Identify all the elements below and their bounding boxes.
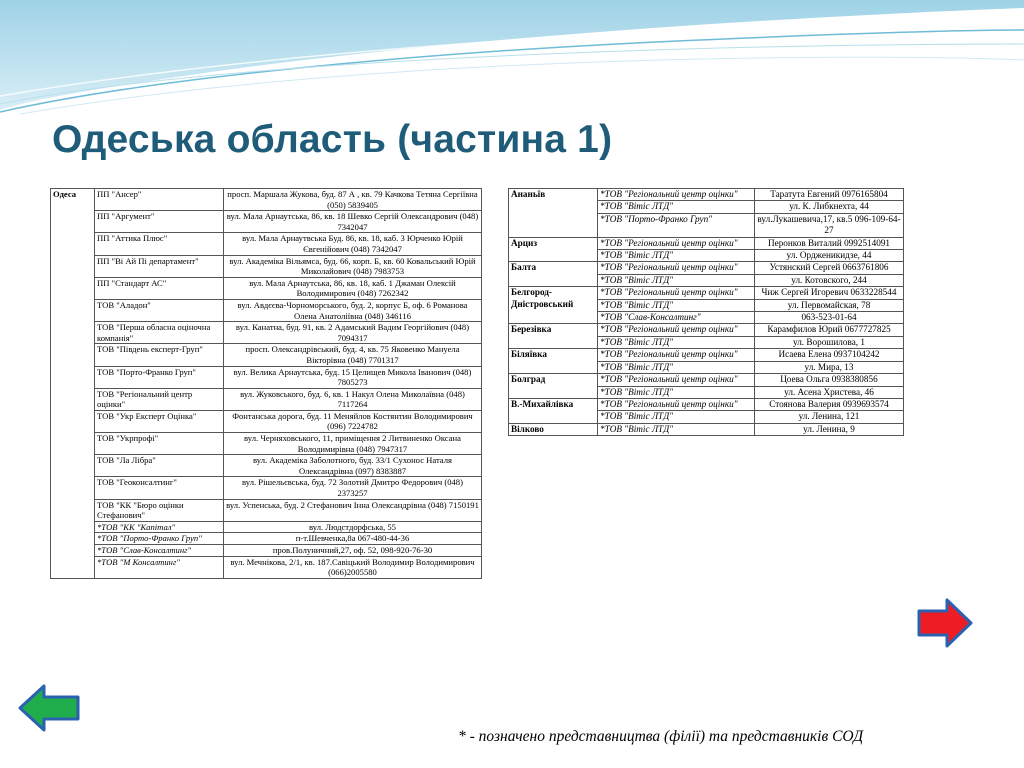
- company-cell: *ТОВ "Вітіс ЛТД": [598, 411, 755, 423]
- next-arrow-icon[interactable]: [917, 597, 973, 649]
- details-cell: просп. Маршала Жукова, буд. 87 А , кв. 79 Качкова Тетяна Сергіївна (050) 5839405: [224, 189, 482, 211]
- header-wave-decoration: [0, 0, 1024, 115]
- details-cell: вул. Академіка Заболотного, буд. 33/1 Сухонос Наталя Олександрівна (097) 8383887: [224, 455, 482, 477]
- table-row: [51, 477, 482, 499]
- company-cell: *ТОВ "Вітіс ЛТД": [598, 361, 755, 373]
- company-cell: *ТОВ "Регіональний центр оцінки": [598, 349, 755, 361]
- company-cell: ТОВ "Укр Експерт Оцінка": [95, 410, 224, 432]
- slide-title: Одеська область (частина 1): [52, 118, 613, 161]
- table-row: [51, 299, 482, 321]
- table-row: [509, 237, 904, 249]
- details-cell: ул. Ордженикидзе, 44: [755, 250, 904, 262]
- company-cell: *ТОВ "Слав-Консалтинг": [95, 545, 224, 557]
- details-cell: 063-523-01-64: [755, 312, 904, 324]
- company-cell: *ТОВ "Вітіс ЛТД": [598, 336, 755, 348]
- details-cell: Чиж Сергей Игоревич 0633228544: [755, 287, 904, 299]
- company-cell: *ТОВ "Порто-Франко Груп": [95, 533, 224, 545]
- region-cell: Ананьїв: [509, 189, 598, 238]
- company-cell: *ТОВ "КК "Капітал": [95, 521, 224, 533]
- table-row: [51, 211, 482, 233]
- region-cell: Березівка: [509, 324, 598, 349]
- company-cell: ТОВ "Геоконсалтинг": [95, 477, 224, 499]
- company-cell: ТОВ "Порто-Франко Груп": [95, 366, 224, 388]
- details-cell: Устянский Сергей 0663761806: [755, 262, 904, 274]
- company-cell: *ТОВ "Регіональний центр оцінки": [598, 398, 755, 410]
- details-cell: вул. Мала Арнаутська, 86, кв. 18, каб. 1 Джаман Олексій Володимирович (048) 7262342: [224, 277, 482, 299]
- table-row: [509, 398, 904, 410]
- table-row: [51, 233, 482, 255]
- details-cell: просп. Олександрівський, буд. 4, кв. 75 Яковенко Мануела Вікторівна (048) 7701317: [224, 344, 482, 366]
- details-cell: Фонтанська дорога, буд. 11 Меняйлов Костянтин Володимирович (096) 7224782: [224, 410, 482, 432]
- company-cell: ТОВ "Укрпрофі": [95, 433, 224, 455]
- table-row: [509, 423, 904, 435]
- company-cell: ТОВ "Аладон": [95, 299, 224, 321]
- company-cell: *ТОВ "Вітіс ЛТД": [598, 423, 755, 435]
- table-row: [51, 499, 482, 521]
- table-row: [509, 374, 904, 386]
- company-cell: *ТОВ "Регіональний центр оцінки": [598, 287, 755, 299]
- company-cell: *ТОВ "Вітіс ЛТД": [598, 250, 755, 262]
- company-cell: *ТОВ "Регіональний центр оцінки": [598, 374, 755, 386]
- table-row: [509, 189, 904, 201]
- details-cell: пров.Полуничний,27, оф. 52, 098-920-76-30: [224, 545, 482, 557]
- details-cell: вул. Академіка Вільямса, буд. 66, корп. Б, кв. 60 Ковальський Юрій Миколайович (048) 7983753: [224, 255, 482, 277]
- details-cell: вул.Лукашевича,17, кв.5 096-109-64-27: [755, 213, 904, 237]
- details-cell: ул. Ленина, 9: [755, 423, 904, 435]
- region-cell: Біляївка: [509, 349, 598, 374]
- details-cell: ул. Первомайская, 78: [755, 299, 904, 311]
- company-cell: ТОВ "Південь експерт-Груп": [95, 344, 224, 366]
- details-cell: ул. Котовского, 244: [755, 274, 904, 286]
- company-cell: *ТОВ "Регіональний центр оцінки": [598, 189, 755, 201]
- footnote: * - позначено представництва (філії) та представників СОД: [458, 728, 864, 745]
- details-cell: ул. К. Либкнехта, 44: [755, 201, 904, 213]
- details-cell: вул. Успенська, буд. 2 Стефанович Інна Олександрівна (048) 7150191: [224, 499, 482, 521]
- company-cell: *ТОВ "Вітіс ЛТД": [598, 201, 755, 213]
- table-row: [51, 556, 482, 578]
- company-cell: ТОВ "Регіональний центр оцінки": [95, 388, 224, 410]
- details-cell: Таратута Евгений 0976165804: [755, 189, 904, 201]
- details-cell: вул. Авдєєва-Чорноморського, буд. 2, корпус Б, оф. 6 Романова Олена Анатоліївна (048) 346116: [224, 299, 482, 321]
- details-cell: п-т.Шевченка,8а 067-480-44-36: [224, 533, 482, 545]
- table-row: [509, 349, 904, 361]
- company-cell: ПП "Ансер": [95, 189, 224, 211]
- details-cell: вул. Канатна, буд. 91, кв. 2 Адамський Вадим Георгійович (048) 7094317: [224, 322, 482, 344]
- company-cell: ПП "Аргумент": [95, 211, 224, 233]
- region-cell: Арциз: [509, 237, 598, 262]
- details-cell: вул. Мала Арнаутвська Буд. 86, кв. 18, каб. 3 Юрченко Юрій Євгенійович (048) 7342047: [224, 233, 482, 255]
- table-row: [51, 277, 482, 299]
- table-row: [51, 366, 482, 388]
- company-cell: ТОВ "Ла Лібра": [95, 455, 224, 477]
- details-cell: вул. Мала Арнаутська, 86, кв. 18 Шевко Сергій Олександрович (048) 7342047: [224, 211, 482, 233]
- company-cell: ТОВ "КК "Бюро оцінки Стефанович": [95, 499, 224, 521]
- details-cell: вул. Велика Арнаутська, буд. 15 Целищев Микола Іванович (048) 7805273: [224, 366, 482, 388]
- region-cell: Болград: [509, 374, 598, 399]
- table-row: [51, 410, 482, 432]
- table-row: [51, 189, 482, 211]
- table-row: [509, 287, 904, 299]
- company-cell: *ТОВ "Вітіс ЛТД": [598, 386, 755, 398]
- details-cell: Перонков Виталий 0992514091: [755, 237, 904, 249]
- company-cell: *ТОВ "Вітіс ЛТД": [598, 274, 755, 286]
- company-cell: *ТОВ "Регіональний центр оцінки": [598, 262, 755, 274]
- details-cell: ул. Асена Христева, 46: [755, 386, 904, 398]
- region-cell: Вілково: [509, 423, 598, 435]
- company-cell: ПП "Ві Ай Пі департамент": [95, 255, 224, 277]
- regions-appraisers-table: [508, 188, 904, 436]
- table-row: [51, 533, 482, 545]
- company-cell: *ТОВ "Порто-Франко Груп": [598, 213, 755, 237]
- details-cell: Цоева Ольга 0938380856: [755, 374, 904, 386]
- details-cell: ул. Ленина, 121: [755, 411, 904, 423]
- table-row: [51, 344, 482, 366]
- table-row: [51, 455, 482, 477]
- table-row: [51, 255, 482, 277]
- details-cell: ул. Мира, 13: [755, 361, 904, 373]
- table-row: [51, 322, 482, 344]
- back-arrow-icon[interactable]: [18, 683, 82, 733]
- city-cell: Одеса: [51, 189, 95, 579]
- company-cell: *ТОВ "Регіональний центр оцінки": [598, 324, 755, 336]
- details-cell: вул. Жуковського, буд. 6, кв. 1 Накул Олена Миколаївна (048) 7117264: [224, 388, 482, 410]
- company-cell: ПП "Стандарт АС": [95, 277, 224, 299]
- details-cell: вул. Мечнікова, 2/1, кв. 187.Савіцький Володимир Володимирович (066)2005580: [224, 556, 482, 578]
- company-cell: *ТОВ "Регіональний центр оцінки": [598, 237, 755, 249]
- region-cell: В.-Михайлівка: [509, 398, 598, 423]
- company-cell: *ТОВ "Слав-Консалтинг": [598, 312, 755, 324]
- details-cell: Исаева Елена 0937104242: [755, 349, 904, 361]
- table-row: [509, 262, 904, 274]
- odesa-appraisers-table: [50, 188, 482, 579]
- table-row: [51, 545, 482, 557]
- table-row: [51, 388, 482, 410]
- region-cell: Балта: [509, 262, 598, 287]
- details-cell: Карамфилов Юрий 0677727825: [755, 324, 904, 336]
- details-cell: вул. Черняховського, 11, приміщення 2 Литвиненко Оксана Володимирівна (048) 7947317: [224, 433, 482, 455]
- table-row: [51, 521, 482, 533]
- details-cell: вул. Людстдорфська, 55: [224, 521, 482, 533]
- details-cell: Стоянова Валерия 0939693574: [755, 398, 904, 410]
- company-cell: *ТОВ "М Консалтинг": [95, 556, 224, 578]
- company-cell: ТОВ "Перша обласна оціночна компанія": [95, 322, 224, 344]
- details-cell: ул. Ворошилова, 1: [755, 336, 904, 348]
- table-row: [51, 433, 482, 455]
- region-cell: Белгород-Дністровський: [509, 287, 598, 324]
- details-cell: вул. Рішельєвська, буд. 72 Золотий Дмитро Федорович (048) 2373257: [224, 477, 482, 499]
- company-cell: *ТОВ "Вітіс ЛТД": [598, 299, 755, 311]
- company-cell: ПП "Аттика Плюс": [95, 233, 224, 255]
- table-row: [509, 324, 904, 336]
